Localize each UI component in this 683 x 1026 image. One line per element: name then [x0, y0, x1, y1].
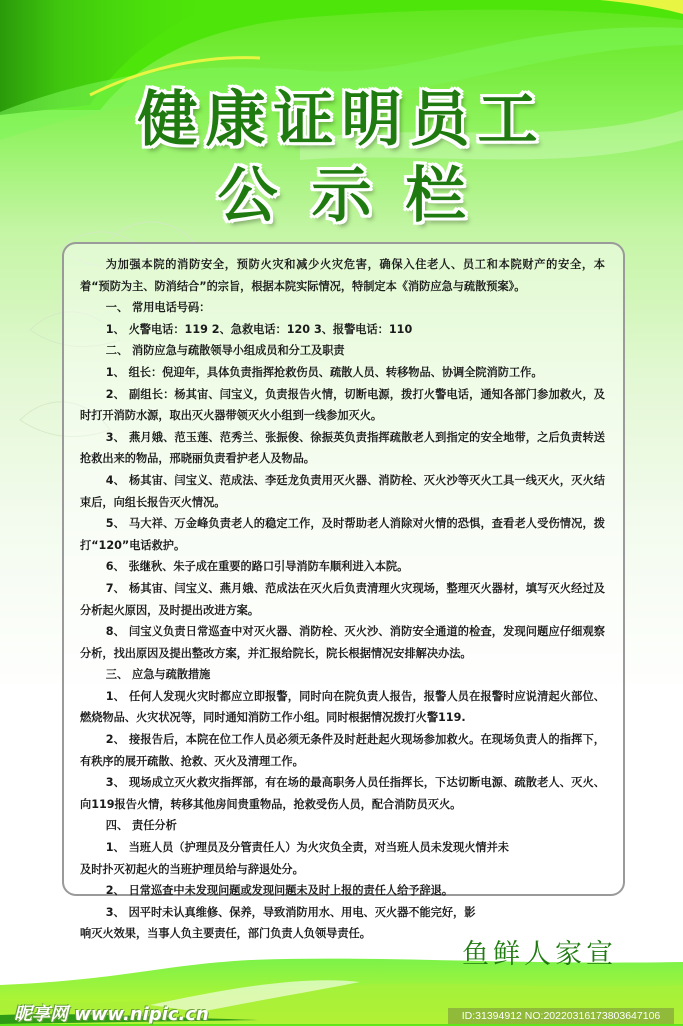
list-item: 2、 副组长：杨其宙、闫宝义，负责报告火情，切断电源，拨打火警电话，通知各部门参加救火，及时打开消防水源，取出灭火器带领灭火小组到一线参加灭火。	[80, 387, 605, 423]
list-item: 4、 杨其宙、闫宝义、范成法、李廷龙负责用灭火器、消防栓、灭火沙等灭火工具一线灭火，灭火结束后，向组长报告灭火情况。	[80, 473, 605, 509]
intro-paragraph: 为加强本院的消防安全，预防火灾和减少火灾危害，确保入住老人、员工和本院财产的安全，本着“预防为主、防消结合”的宗旨，根据本院实际情况，特制定本《消防应急与疏散预案》。	[80, 258, 605, 293]
list-item: 1、 组长：倪迎年，具体负责指挥抢救伤员、疏散人员、转移物品、协调全院消防工作。	[105, 365, 543, 379]
list-item-continuation: 及时扑灭初起火的当班护理员给与辞退处分。	[80, 862, 304, 876]
section-heading-4: 四、 责任分析	[105, 819, 177, 833]
page-title: 健康证明员工	[137, 85, 546, 155]
section-heading-2: 二、 消防应急与疏散领导小组成员和分工及职责	[105, 344, 345, 358]
list-item: 8、 闫宝义负责日常巡查中对灭火器、消防栓、灭火沙、消防安全通道的检查，发现问题应仔细观察分析，找出原因及提出整改方案，并汇报给院长，院长根据情况安排解决办法。	[80, 625, 605, 660]
list-item: 6、 张继秋、朱子成在重要的路口引导消防车顺利进入本院。	[105, 560, 409, 574]
phone-numbers: 1、 火警电话：119 2、急救电话：120 3、报警电话：110	[105, 322, 413, 336]
section-heading-1: 一、 常用电话号码：	[105, 301, 211, 315]
list-item: 1、 当班人员（护理员及分管责任人）为火灾负全责，对当班人员未发现火情并未	[105, 841, 509, 855]
section-heading-3: 三、 应急与疏散措施	[105, 668, 211, 682]
list-item: 3、 现场成立灭火救灾指挥部，有在场的最高职务人员任指挥长，下达切断电源、疏散老人、灭火、向119报告火情，转移其他房间贵重物品，抢救受伤人员，配合消防员灭火。	[80, 776, 605, 811]
list-item: 3、 因平时未认真维修、保养，导致消防用水、用电、灭火器不能完好，影	[105, 905, 476, 919]
page-subtitle: 公示栏	[217, 161, 500, 231]
list-item: 2、 日常巡查中未发现问题或发现问题未及时上报的责任人给予辞退。	[105, 884, 454, 898]
list-item-continuation: 响灭火效果，当事人负主要责任，部门负责人负领导责任。	[80, 927, 371, 941]
list-item: 5、 马大祥、万金峰负责老人的稳定工作，及时帮助老人消除对火情的恐惧，查看老人受伤情况，拨打“120”电话救护。	[80, 517, 605, 552]
list-item: 7、 杨其宙、闫宝义、燕月娥、范成法在灭火后负责清理火灾现场，整理灭火器材，填写灭火经过及分析起火原因，及时提出改进方案。	[80, 581, 605, 617]
list-item: 2、 接报告后，本院在位工作人员必须无条件及时赶赴起火现场参加救火。在现场负责人的指挥下，有秩序的展开疏散、抢救、灭火及清理工作。	[80, 733, 605, 768]
list-item: 1、 任何人发现火灾时都应立即报警，同时向在院负责人报告，报警人员在报警时应说清起火部位、燃烧物品、火灾状况等，同时通知消防工作小组。同时根据情况拨打火警119.	[80, 689, 605, 725]
issuer-signature: 鱼鲜人家宣	[462, 939, 617, 970]
notice-panel	[62, 242, 625, 941]
watermark-logo: 昵享网 www.nipic.cn	[14, 1004, 209, 1025]
list-item: 3、 燕月娥、范玉莲、范秀兰、张振俊、徐振英负责指挥疏散老人到指定的安全地带，之后负责转送抢救出来的物品，邢晓丽负责看护老人及物品。	[80, 430, 605, 466]
watermark-id: ID:31394912 NO:20220316173803647106	[448, 1008, 674, 1024]
